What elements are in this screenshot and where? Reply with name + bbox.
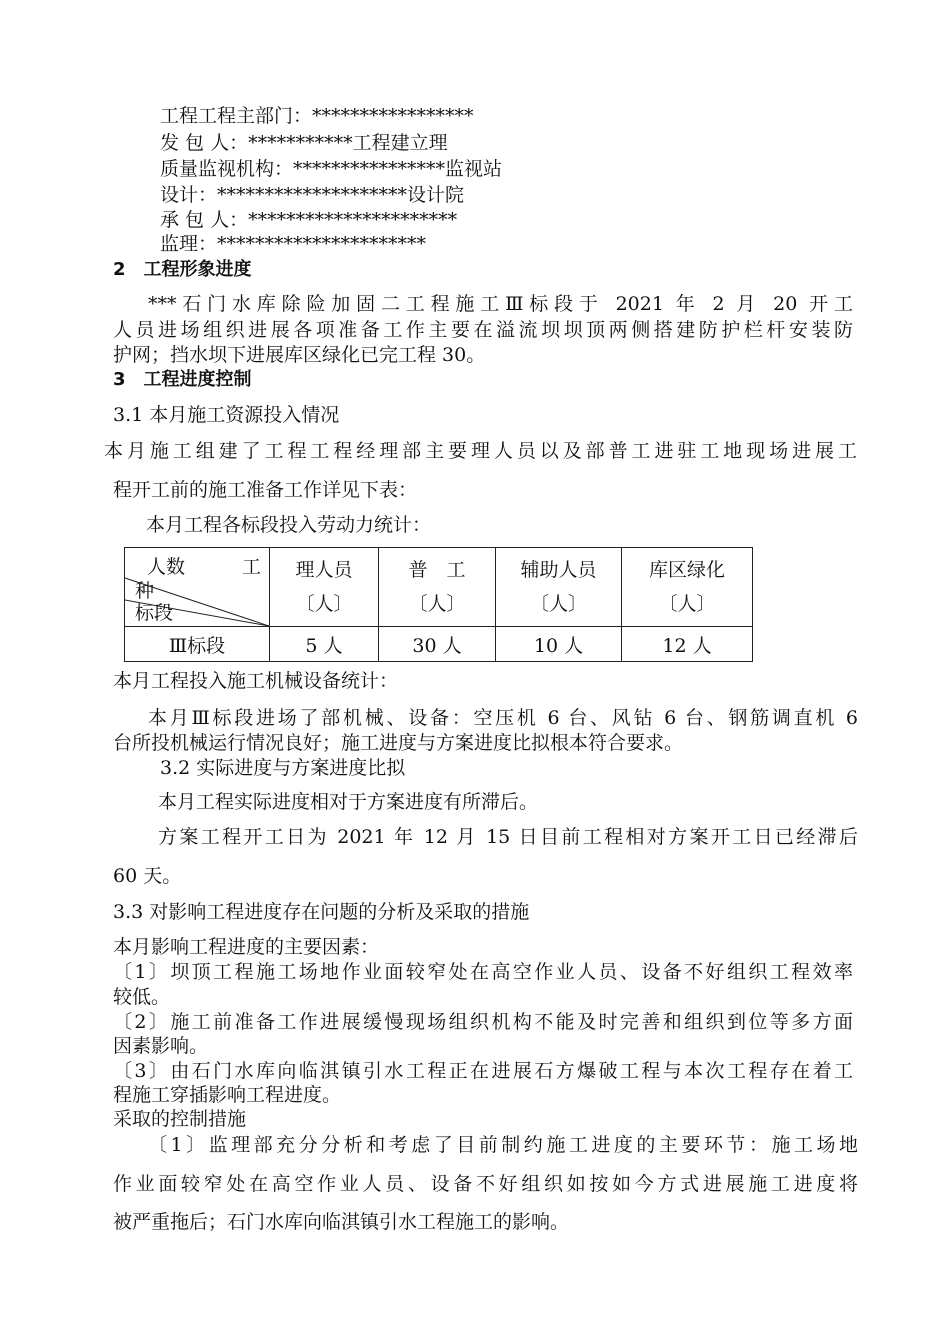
sec31-para-line1: 本月施工组建了工程工程经理部主要理人员以及部普工进驻工地现场进展工 xyxy=(104,440,857,462)
factor-2-line2: 因素影响。 xyxy=(113,1035,209,1057)
issuer-line: 发 包 人：***********工程建立理 xyxy=(160,132,448,154)
measure-1-line2: 作业面较窄处在高空作业人员、设备不好组织如按如今方式进展施工进度将 xyxy=(113,1173,858,1195)
section-3-2-heading: 3.2 实际进度与方案进度比拟 xyxy=(160,757,406,779)
header-name: 库区绿化 xyxy=(648,559,725,581)
design-line: 设计：********************设计院 xyxy=(160,184,465,206)
header-unit: 〔人〕 xyxy=(658,593,716,615)
section-3-heading: 3 工程进度控制 xyxy=(113,369,252,390)
sec2-para-line2: 人员进场组织进展各项准备工作主要在溢流坝坝顶两侧搭建防护栏杆安装防 xyxy=(113,319,853,341)
measure-1-line1: 〔1〕监理部充分分析和考虑了目前制约施工进度的主要环节：施工场地 xyxy=(148,1134,858,1156)
header-unit: 〔人〕 xyxy=(529,593,587,615)
measure-1-line3: 被严重拖后；石门水库向临淇镇引水工程施工的影响。 xyxy=(113,1211,570,1233)
factor-2-line1: 〔2〕施工前准备工作进展缓慢现场组织机构不能及时完善和组织到位等多方面 xyxy=(113,1011,853,1033)
labor-table-title: 本月工程各标段投入劳动力统计： xyxy=(146,514,432,536)
header-name: 普 工 xyxy=(408,559,466,581)
supervision-line: 监理：********************** xyxy=(160,233,427,255)
header-name: 辅助人员 xyxy=(520,559,597,581)
table-corner-cell xyxy=(125,548,270,627)
measures-title: 采取的控制措施 xyxy=(113,1108,247,1130)
table-cell: 30 人 xyxy=(379,627,496,662)
factor-3-line2: 程施工穿插影响工程进度。 xyxy=(113,1084,342,1106)
section-3-1-heading: 3.1 本月施工资源投入情况 xyxy=(113,404,340,426)
factors-title: 本月影响工程进度的主要因素： xyxy=(113,936,380,958)
corner-label-count: 人数 xyxy=(147,556,186,578)
table-header-cell xyxy=(379,548,496,627)
machine-title: 本月工程投入施工机械设备统计： xyxy=(113,670,399,692)
header-unit: 〔人〕 xyxy=(408,593,466,615)
corner-label-trade-1: 工 xyxy=(241,556,261,578)
sec32-para2-line2: 60 天。 xyxy=(113,865,182,887)
corner-label-section: 标段 xyxy=(135,602,174,624)
labor-table xyxy=(124,547,753,662)
table-header-cell xyxy=(496,548,622,627)
labor-table-row xyxy=(125,627,753,662)
sec2-para-line3: 护网；挡水坝下进展库区绿化已完工程 30。 xyxy=(113,344,486,366)
sec32-para1: 本月工程实际进度相对于方案进度有所滞后。 xyxy=(158,791,539,813)
header-unit: 〔人〕 xyxy=(295,593,353,615)
sec2-para-line1: ***石门水库除险加固二工程施工Ⅲ标段于 2021 年 2 月 20 开工 xyxy=(148,293,853,315)
owner-line: 工程工程主部门：***************** xyxy=(160,105,474,127)
section-3-3-heading: 3.3 对影响工程进度存在问题的分析及采取的措施 xyxy=(113,901,530,923)
table-header-cell xyxy=(622,548,753,627)
labor-table-header-row xyxy=(125,548,753,627)
row-label-cell: Ⅲ标段 xyxy=(125,627,270,662)
factor-1-line1: 〔1〕坝顶工程施工场地作业面较窄处在高空作业人员、设备不好组织工程效率 xyxy=(113,961,853,983)
sec32-para2-line1: 方案工程开工日为 2021 年 12 月 15 日目前工程相对方案开工日已经滞后 xyxy=(158,826,858,848)
contractor-line: 承 包 人：********************** xyxy=(160,209,458,231)
corner-label-trade-2: 种 xyxy=(135,580,155,602)
machine-para-line2: 台所投机械运行情况良好；施工进度与方案进度比拟根本符合要求。 xyxy=(113,732,684,754)
sec31-para-line2: 程开工前的施工准备工作详见下表： xyxy=(113,479,418,501)
header-name: 理人员 xyxy=(295,559,353,581)
table-cell: 5 人 xyxy=(270,627,379,662)
table-cell: 12 人 xyxy=(622,627,753,662)
machine-para-line1: 本月Ⅲ标段进场了部机械、设备：空压机 6 台、风钻 6 台、钢筋调直机 6 xyxy=(148,707,858,729)
factor-1-line2: 较低。 xyxy=(113,986,171,1008)
table-header-cell xyxy=(270,548,379,627)
quality-line: 质量监视机构：****************监视站 xyxy=(160,158,503,180)
table-cell: 10 人 xyxy=(496,627,622,662)
section-2-heading: 2 工程形象进度 xyxy=(113,259,252,280)
factor-3-line1: 〔3〕由石门水库向临淇镇引水工程正在进展石方爆破工程与本次工程存在着工 xyxy=(113,1060,853,1082)
